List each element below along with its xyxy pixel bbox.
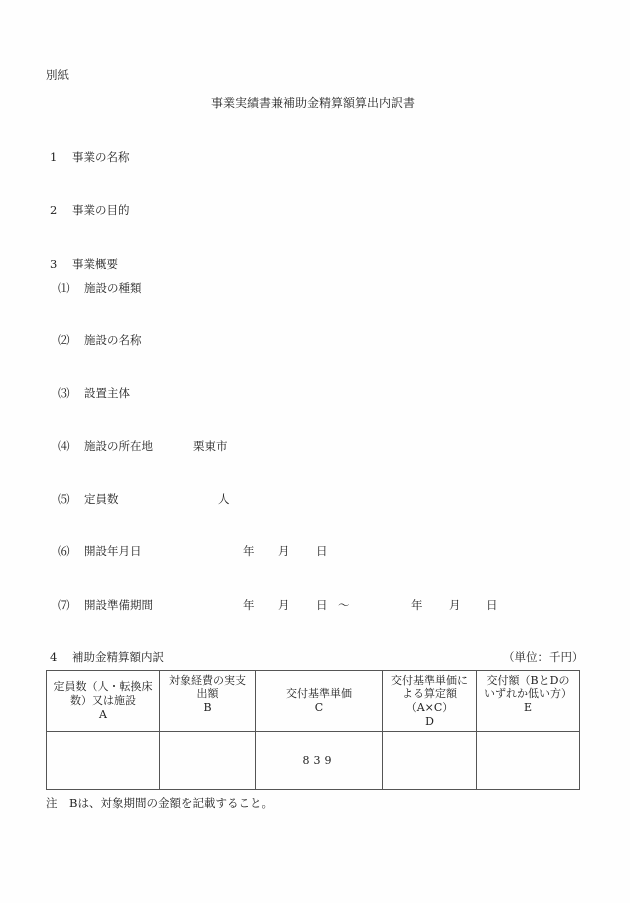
overview-item-5: ⑸ 定員数: [58, 492, 119, 506]
overview-item-7: ⑺ 開設準備期間: [58, 598, 153, 612]
opening-day-label: 日: [316, 544, 328, 558]
table-header-row: [47, 671, 580, 732]
section-3: 3 事業概要: [50, 257, 118, 271]
capacity-unit: 人: [218, 492, 230, 506]
section-2: 2 事業の目的: [50, 203, 130, 217]
section-1: 1 事業の名称: [50, 150, 130, 164]
overview-item-3: ⑶ 設置主体: [58, 386, 130, 400]
prep-end-month-label: 月: [449, 598, 461, 612]
unit-note: （単位：千円）: [503, 650, 584, 664]
header-capacity-a: 定員数（人・転換床 数）又は施設 A: [47, 671, 160, 732]
overview-item-4: ⑷ 施設の所在地: [58, 439, 153, 453]
overview-item-6: ⑹ 開設年月日: [58, 544, 142, 558]
cell-unit-price-c: 839: [256, 732, 383, 790]
cell-actual-expense-b[interactable]: [160, 732, 256, 790]
cell-capacity-a[interactable]: [47, 732, 160, 790]
attachment-label: 別紙: [46, 68, 69, 82]
prep-end-year-label: 年: [411, 598, 423, 612]
location-value: 栗東市: [193, 439, 228, 453]
prep-start-year-label: 年: [243, 598, 255, 612]
section-4: 4 補助金精算額内訳: [50, 650, 164, 664]
footnote: 注 Bは、対象期間の金額を記載すること。: [46, 796, 273, 810]
table-row: [47, 732, 580, 790]
prep-start-month-label: 月: [278, 598, 290, 612]
range-tilde: ～: [338, 598, 350, 612]
cell-calculated-amount-d[interactable]: [383, 732, 477, 790]
overview-item-1: ⑴ 施設の種類: [58, 281, 142, 295]
opening-month-label: 月: [278, 544, 290, 558]
header-actual-expense-b: 対象経費の実支 出額 B: [160, 671, 256, 732]
opening-year-label: 年: [243, 544, 255, 558]
header-calculated-amount-d: 交付基準単価に よる算定額 （A×C） D: [383, 671, 477, 732]
document-title: 事業実績書兼補助金精算額算出内訳書: [211, 96, 416, 110]
prep-start-day-label: 日: [316, 598, 328, 612]
header-unit-price-c: 交付基準単価 C: [256, 671, 383, 732]
prep-end-day-label: 日: [486, 598, 498, 612]
subsidy-breakdown-table: [46, 670, 580, 790]
cell-grant-amount-e[interactable]: [477, 732, 580, 790]
header-grant-amount-e: 交付額（BとDの いずれか低い方） E: [477, 671, 580, 732]
overview-item-2: ⑵ 施設の名称: [58, 333, 142, 347]
